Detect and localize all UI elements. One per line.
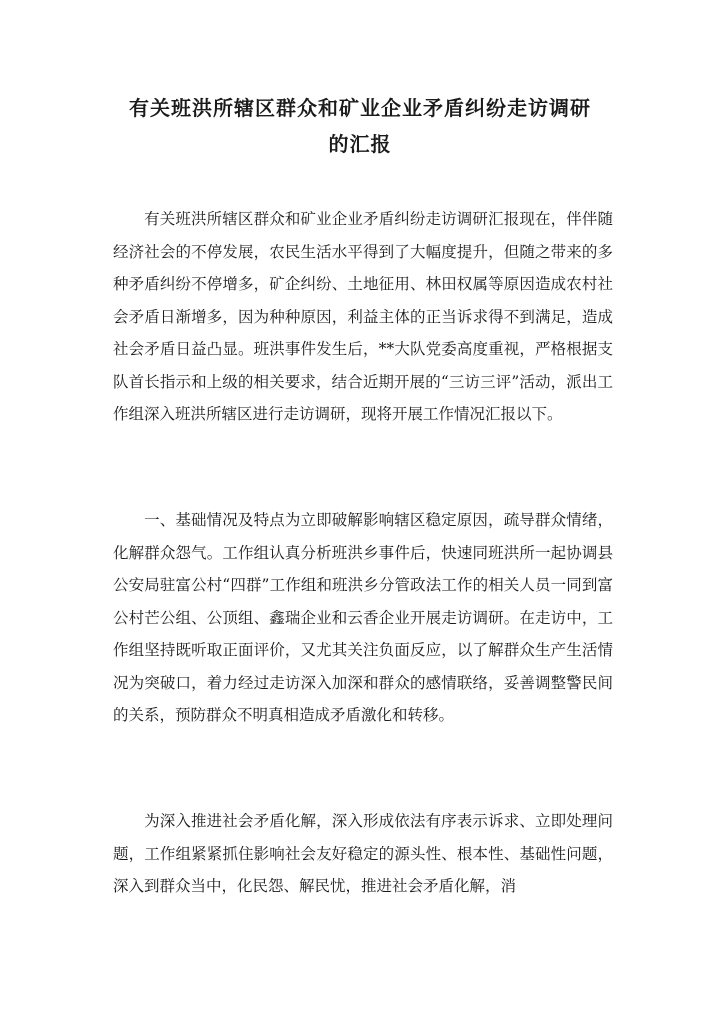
paragraph-3-text: 为深入推进社会矛盾化解，深入形成依法有序表示诉求、立即处理问题，工作组紧紧抓住影响社会友好稳定的源头性、根本性、基础性问题，深入到群众当中，化民怨、解民忧，推进社会矛盾化解，消	[113, 812, 613, 895]
paragraph-1-text: 有关班洪所辖区群众和矿业企业矛盾纠纷走访调研汇报现在，伴伴随经济社会的不停发展，农民生活水平得到了大幅度提升，但随之带来的多种矛盾纠纷不停增多，矿企纠纷、土地征用、林田权属等原因造成农村社会矛盾日渐增多，因为种种原因，利益主体的正当诉求得不到满足，造成社会矛盾日益凸显。班洪事件发生后，**大队党委高度重视，严格根据支队首长指示和上级的相关要求，结合近期开展的“三访三评”活动，派出工作组深入班洪所辖区进行走访调研，现将开展工作情况汇报以下。	[113, 210, 613, 423]
paragraph-2-text: 一、基础情况及特点为立即破解影响辖区稳定原因，疏导群众情绪，化解群众怨气。工作组认真分析班洪乡事件后，快速同班洪所一起协调县公安局驻富公村“四群”工作组和班洪乡分管政法工作的相关人员一同到富公村芒公组、公顶组、鑫瑞企业和云香企业开展走访调研。在走访中，工作组坚持既听取正面评价，又尤其关注负面反应，以了解群众生产生活情况为突破口，着力经过走访深入加深和群众的感情联络，妥善调整警民间的关系，预防群众不明真相造成矛盾激化和转移。	[113, 511, 613, 724]
document-title-line-1: 有关班洪所辖区群众和矿业企业矛盾纠纷走访调研	[129, 96, 591, 120]
document-title-line-2: 的汇报	[328, 132, 392, 156]
paragraph-2	[113, 504, 613, 732]
paragraph-1	[113, 203, 613, 431]
paragraph-3	[113, 805, 613, 903]
